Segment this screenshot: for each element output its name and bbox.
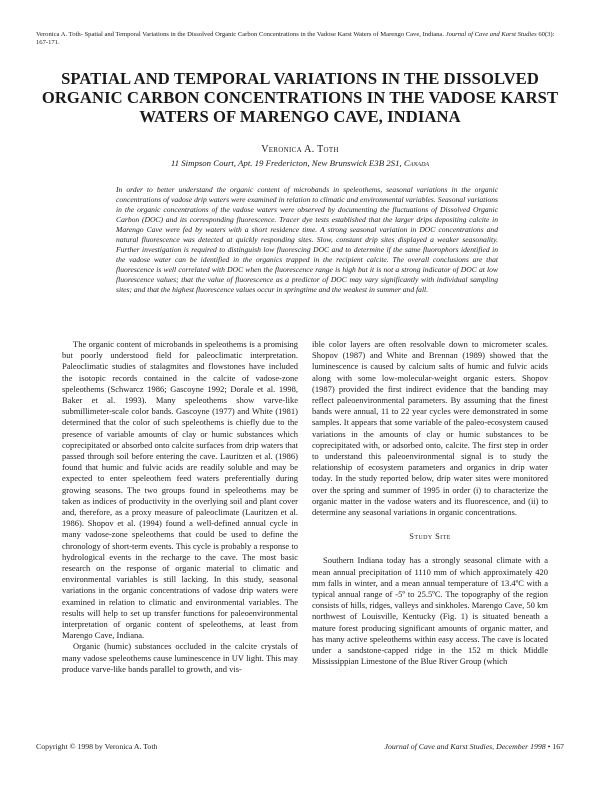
body-paragraph: ible color layers are often resolvable down to micrometer scales. Shopov (1987) and White and Brennan (1989) showed that the luminescence is caused by calcium salts of humic and fulvic acids along with some low-molecular-weight organic esters. Shopov (1987) provided the first indirect evidence that the banding may reflect paleoenvironmental parameters. By assuming that the finest bands were annual, 11 to 22 year cycles were demonstrated in some samples. It appears that some variable of the paleo-ecosystem caused variations in the amounts of clay or humic substances to be coprecipitated with, or adsorbed onto, calcite. The first step in order to understand this paleoenvironmental signal is to study the relationship of ecosystem parameters and organics in drip water today. In the study reported below, drip water sites were monitored over the spring and summer of 1995 in order (i) to characterize the organic matter in the vadose waters and its fluorescence, and (ii) to determine any seasonal variations in organic concentrations. bbox=[312, 339, 548, 518]
body-left-column bbox=[62, 339, 298, 675]
running-header-citation: 60(3): 167-171. bbox=[36, 31, 555, 47]
author-name: Veronica A. Toth bbox=[261, 144, 339, 155]
body-paragraph: Southern Indiana today has a strongly seasonal climate with a mean annual precipitation of 1110 mm of which approximately 420 mm falls in winter, and a mean annual temperature of 13.4ºC with a typical annual range of -5º to 25.5ºC. The topography of the region consists of hills, ridges, valleys and sinkholes. Marengo Cave, 50 km northwest of Louisville, Kentucky (Fig. 1) is situated beneath a mature forest producing significant amounts of organic matter, and has many active speleothems within easy access. The cave is located under a sandstone-capped ridge in the 152 m thick Middle Mississippian Limestone of the Blue River Group (which bbox=[312, 555, 548, 667]
running-header bbox=[36, 31, 564, 48]
body-paragraph: The organic content of microbands in speleothems is a promising but poorly understood field for paleoclimatic interpretation. Paleoclimatic studies of stalagmites and flowstones have included the isotopic records contained in the calcite of vadose-zone speleothems (Schwarcz 1986; Gascoyne 1992; Dorale et al. 1998, Baker et al. 1993). Many speleothems show varve-like submillimeter-scale color bands. Gascoyne (1977) and White (1981) determined that the color of such speleothems is chiefly due to the presence of variable amounts of clay or humic substances which coprecipitated or absorbed onto calcite surfaces from drip waters that passed through soil before entering the cave. Lauritzen et al. (1986) found that humic and fulvic acids are readily soluble and may be expected to enter speleothem feed waters preferentially during growing seasons. The two groups found in speleothems may be taken as indices of productivity in the overlying soil and plant cover and, therefore, as a proxy measure of paleoclimate (Lauritzen et al. 1986). Shopov et al. (1994) found a well-defined annual cycle in many vadose-zone speleothems that could be used to define the chronology of short-term events. This cycle is probably a response to hydrological events in the recharge to the cave. The most basic research on the response of organic material to climatic and environmental variables is still lacking. In this study, seasonal variations in the organic concentrations of vadose drip waters were examined in relation to climatic and environmental variables. The results will help to set up transfer functions for paleoenvironmental interpretation of organic content of speleothems, at least from Marengo Cave, Indiana. bbox=[62, 339, 298, 641]
footer-copyright: Copyright © 1998 by Veronica A. Toth bbox=[36, 742, 158, 751]
running-header-journal: Journal of Cave and Karst Studies bbox=[445, 31, 537, 38]
paper-title: SPATIAL AND TEMPORAL VARIATIONS IN THE DISSOLVED ORGANIC CARBON CONCENTRATIONS IN THE VADOSE KARST WATERS OF MARENGO CAVE, INDIANA bbox=[41, 69, 559, 127]
footer-journal-issue: Journal of Cave and Karst Studies, December 1998 • bbox=[384, 742, 551, 751]
page-number: 167 bbox=[552, 742, 564, 751]
body-paragraph: Organic (humic) substances occluded in the calcite crystals of many vadose speleothems cause luminescence in UV light. This may produce varve-like bands parallel to growth, and vis- bbox=[62, 641, 298, 674]
footer-journal bbox=[385, 742, 564, 751]
body-right-column bbox=[312, 339, 548, 667]
running-header-authors: Veronica A. Toth- Spatial and Temporal Variations in the Dissolved Organic Carbon Concentrations in the Vadose Karst Waters of Marengo Cave, Indiana. bbox=[36, 31, 444, 38]
author-affiliation bbox=[0, 158, 600, 168]
affiliation-country: Canada bbox=[403, 158, 430, 168]
section-heading-study-site: Study Site bbox=[409, 532, 451, 542]
abstract: In order to better understand the organic content of microbands in speleothems, seasonal variations in the organic concentrations of vadose drip waters were examined in relation to climatic and environmental variables. Seasonal variations in the organic concentrations of the vadose waters were observed by documenting the fluctuations of Dissolved Organic Carbon (DOC) and its corresponding fluorescence. Tracer dye tests established that the larger drips depositing calcite in Marengo Cave were fed by waters with a short residence time. A strong seasonal variation in DOC concentrations and natural fluorescence was detected at quickly responding sites. Slow, constant drip sites displayed a weaker seasonality. Further investigation is required to distinguish low fluorescing DOC and to determine if the same fluorophors identified in the vadose water can be identified in the organics trapped in the recipient calcite. The overall conclusions are that fluorescence is well correlated with DOC when the fluorescence range is high but it is not a strong indicator of DOC at low fluorescence values; that the value of fluorescence as a predictor of DOC may vary significantly with individual sampling sites; and that the highest fluorescence values occur in springtime and the weakest in summer and fall. bbox=[116, 185, 498, 294]
affiliation-address: 11 Simpson Court, Apt. 19 Fredericton, New Brunswick E3B 2S1, bbox=[170, 158, 402, 168]
